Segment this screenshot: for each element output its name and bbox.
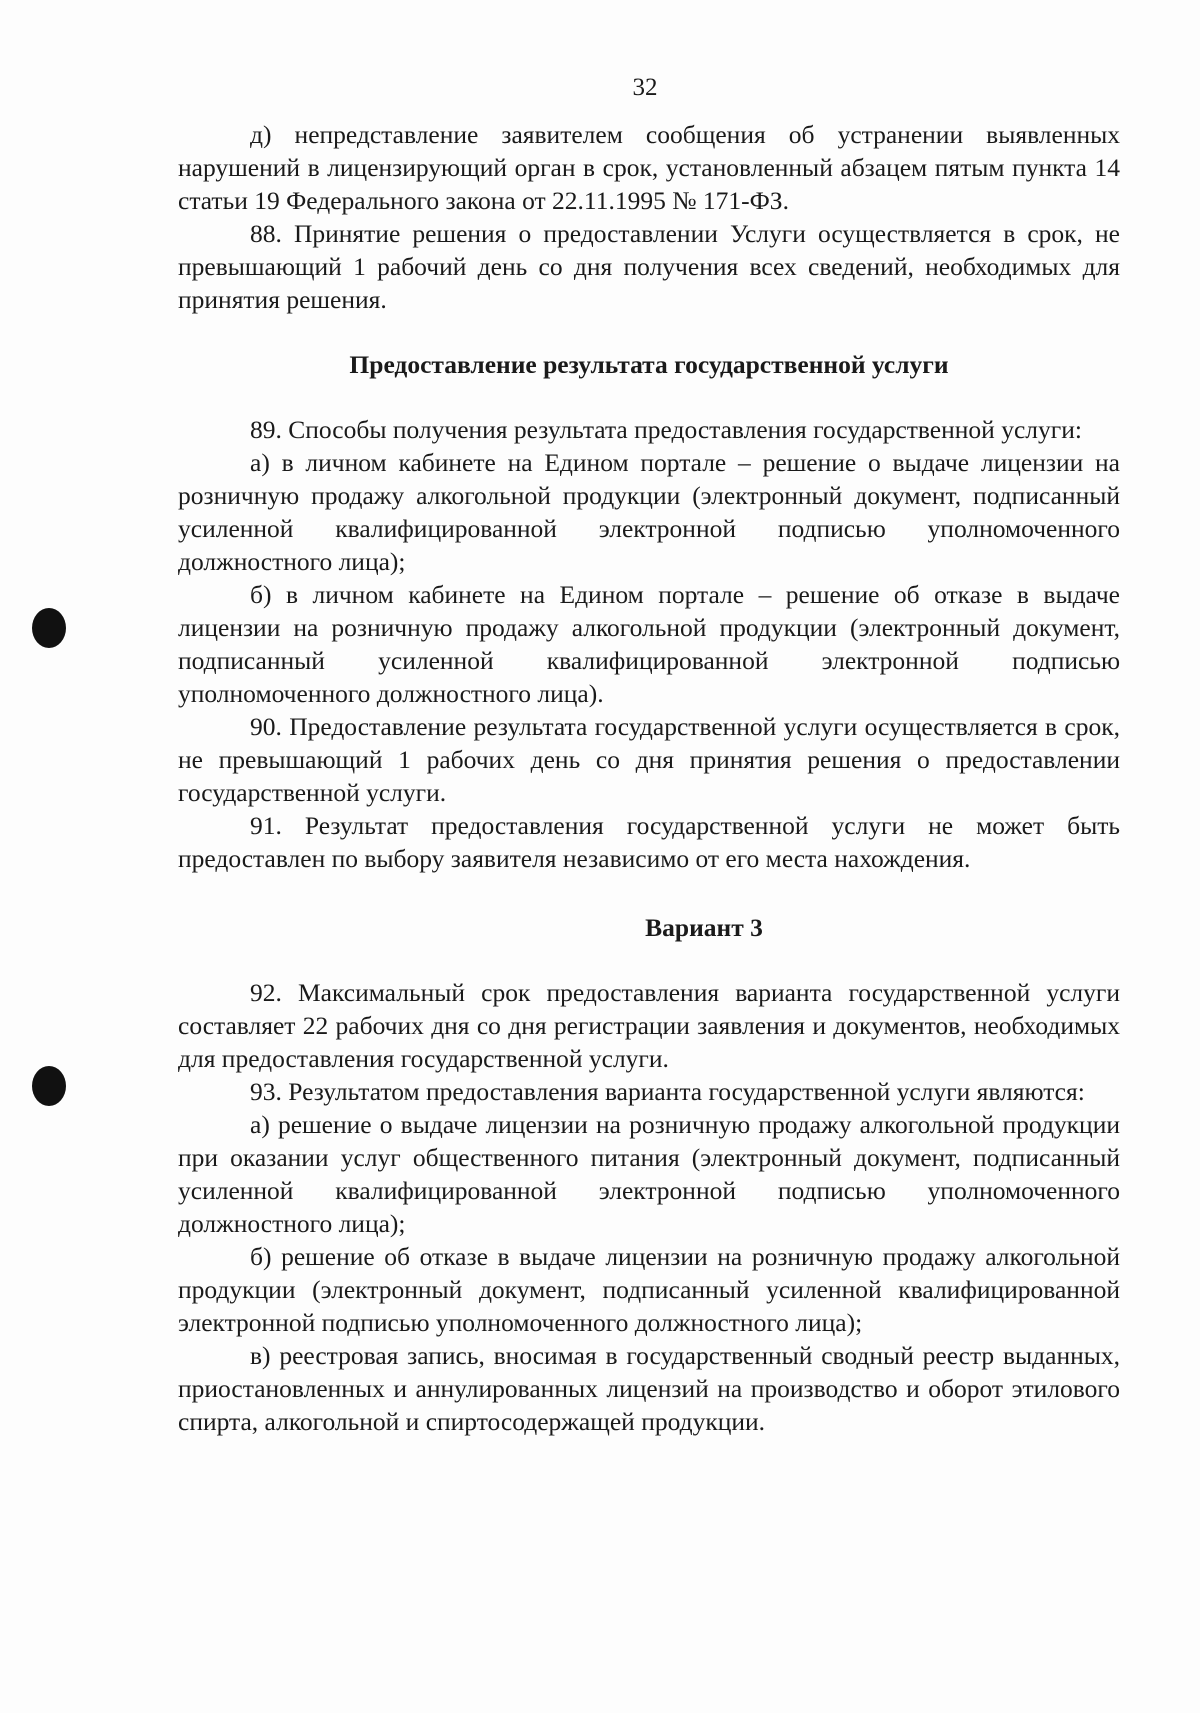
punch-hole-mark (32, 608, 66, 648)
paragraph-93: 93. Результатом предоставления варианта государственной услуги являются: (250, 1077, 1085, 1106)
punch-hole-mark (32, 1066, 66, 1106)
paragraph-89-b: б) в личном кабинете на Едином портале – решение об отказе в выдаче лицензии на розничную продажу алкогольной продукции (электронный документ, подписанный усиленной квалифицированной электронной подписью уполномоченного должностного лица). (178, 580, 1120, 708)
page-number: 32 (632, 74, 658, 101)
section-heading: Предоставление результата государственной услуги (349, 350, 949, 379)
paragraph-88: 88. Принятие решения о предоставлении Услуги осуществляется в срок, не превышающий 1 рабочий день со дня получения всех сведений, необходимых для принятия решения. (178, 219, 1120, 314)
document-body (178, 118, 1120, 1438)
paragraph-92: 92. Максимальный срок предоставления варианта государственной услуги составляет 22 рабочих дня со дня регистрации заявления и документов, необходимых для предоставления государственной услуги. (178, 978, 1120, 1073)
paragraph-93-b: б) решение об отказе в выдаче лицензии на розничную продажу алкогольной продукции (электронный документ, подписанный усиленной квалифицированной электронной подписью уполномоченного должностного лица); (178, 1242, 1120, 1337)
paragraph-90: 90. Предоставление результата государственной услуги осуществляется в срок, не превышающий 1 рабочих день со дня принятия решения о предоставлении государственной услуги. (178, 712, 1120, 807)
paragraph-item-d: д) непредставление заявителем сообщения об устранении выявленных нарушений в лицензирующий орган в срок, установленный абзацем пятым пункта 14 статьи 19 Федерального закона от 22.11.1995 № 171-ФЗ. (178, 120, 1120, 215)
variant-heading: Вариант 3 (645, 913, 763, 942)
paragraph-93-v: в) реестровая запись, вносимая в государственный сводный реестр выданных, приостановленных и аннулированных лицензий на производство и оборот этилового спирта, алкогольной и спиртосодержащей продукции. (178, 1341, 1120, 1436)
paragraph-89-a: а) в личном кабинете на Едином портале – решение о выдаче лицензии на розничную продажу алкогольной продукции (электронный документ, подписанный усиленной квалифицированной электронной подписью уполномоченного должностного лица); (178, 448, 1120, 576)
paragraph-91: 91. Результат предоставления государственной услуги не может быть предоставлен по выбору заявителя независимо от его места нахождения. (178, 811, 1120, 873)
paragraph-93-a: а) решение о выдаче лицензии на розничную продажу алкогольной продукции при оказании услуг общественного питания (электронный документ, подписанный усиленной квалифицированной электронной подписью уполномоченного должностного лица); (178, 1110, 1120, 1238)
paragraph-89: 89. Способы получения результата предоставления государственной услуги: (250, 415, 1082, 444)
